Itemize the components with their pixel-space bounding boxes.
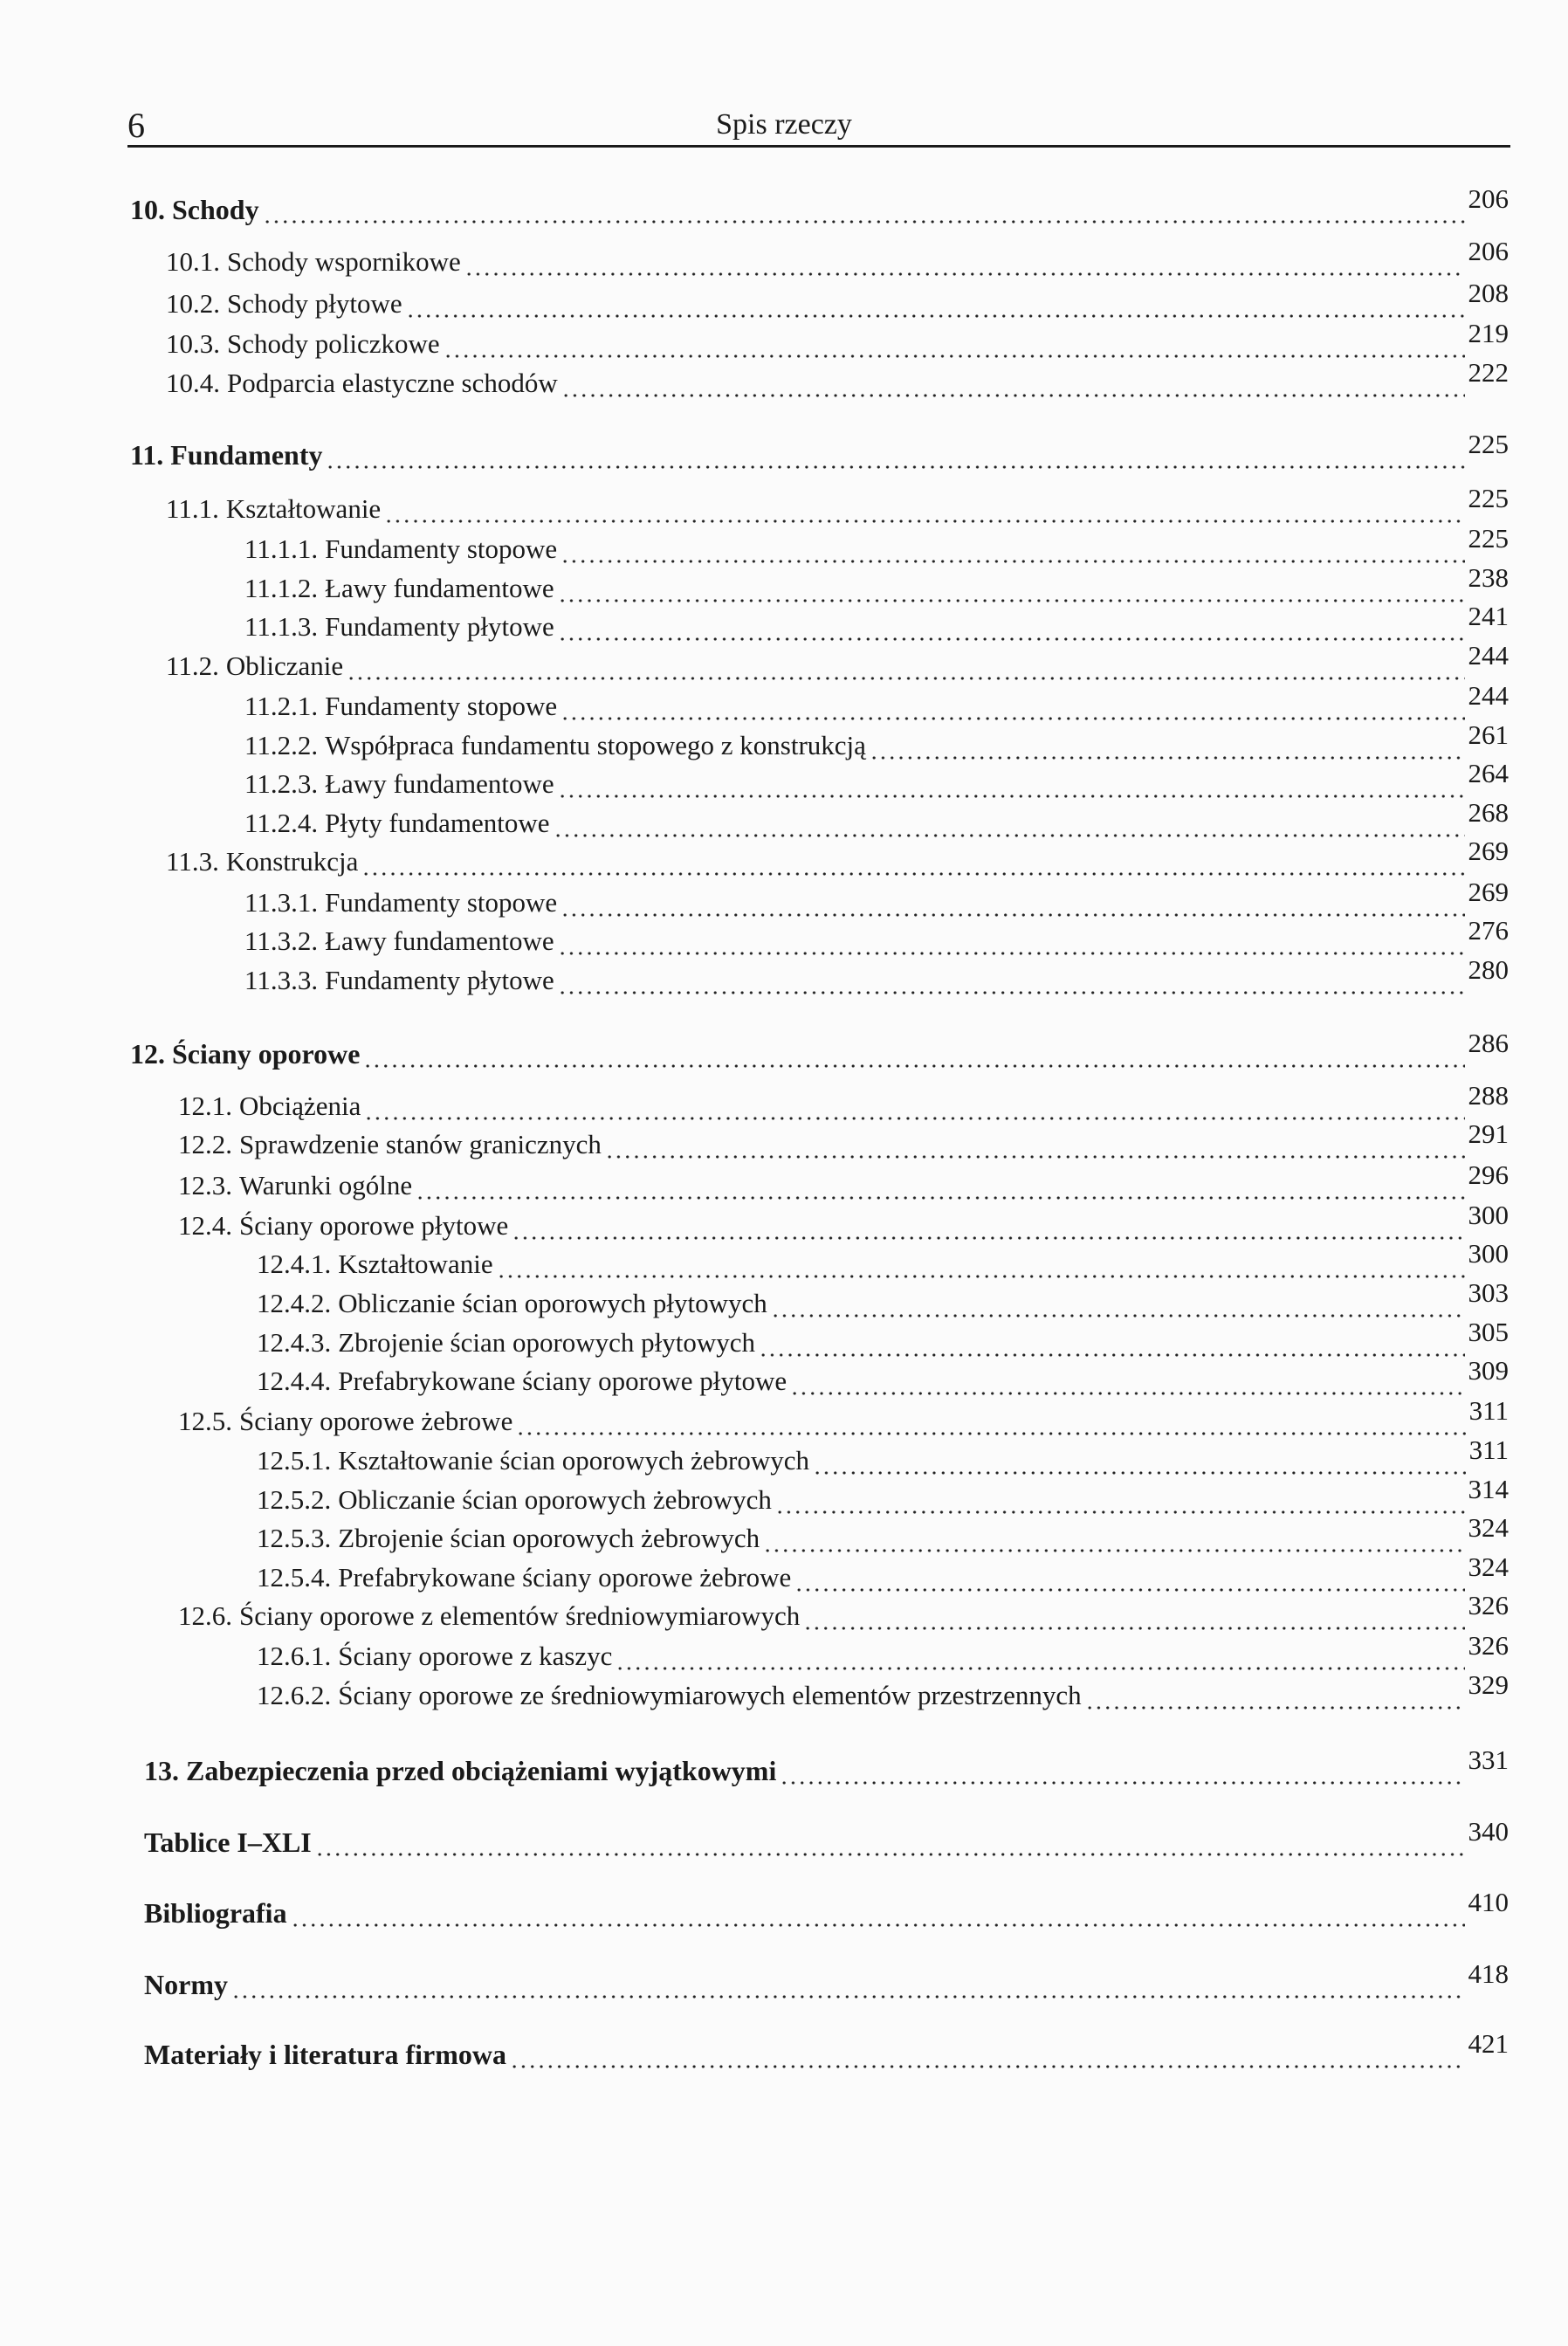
toc-entry-number: 12.4. bbox=[178, 1210, 232, 1241]
toc-entry-title: Ściany oporowe bbox=[172, 1038, 361, 1070]
dot-leader bbox=[775, 1489, 1465, 1516]
toc-entry-title: Zabezpieczenia przed obciążeniami wyjątkowymi bbox=[186, 1755, 777, 1786]
toc-entry bbox=[144, 1744, 1509, 1786]
toc-entry-number: 11.1.2. bbox=[244, 573, 319, 603]
dot-leader bbox=[561, 373, 1465, 399]
toc-entry-number: 11.3.3. bbox=[244, 965, 319, 995]
dot-leader bbox=[364, 1096, 1464, 1122]
toc-entry-number: 12.6. bbox=[178, 1600, 232, 1631]
toc-entry bbox=[257, 1317, 1509, 1359]
toc-entry-number: 12.4.3. bbox=[257, 1327, 332, 1358]
toc-entry-number: 11.2.3. bbox=[244, 768, 319, 799]
toc-entry bbox=[178, 1118, 1509, 1160]
toc-entry-title: Kształtowanie bbox=[225, 493, 382, 524]
toc-entry-page: 261 bbox=[1468, 719, 1509, 750]
toc-entry bbox=[257, 1630, 1509, 1672]
toc-entry-number: 11.1. bbox=[166, 493, 219, 524]
toc-entry-page: 326 bbox=[1468, 1630, 1509, 1661]
toc-entry-title: Obciążenia bbox=[239, 1090, 361, 1121]
toc-entry-number: 12.5.4. bbox=[257, 1562, 332, 1593]
toc-entry-page: 238 bbox=[1468, 562, 1509, 593]
toc-entry-page: 296 bbox=[1468, 1159, 1509, 1190]
toc-entry-title: Ławy fundamentowe bbox=[325, 768, 554, 799]
dot-leader bbox=[616, 1646, 1464, 1672]
toc-entry-number: 11.2.4. bbox=[244, 808, 319, 838]
toc-entry-page: 206 bbox=[1468, 183, 1509, 214]
toc-entry-page: 300 bbox=[1468, 1238, 1509, 1269]
dot-leader bbox=[384, 499, 1464, 525]
dot-leader bbox=[406, 293, 1465, 320]
toc-entry bbox=[166, 278, 1509, 320]
toc-entry-number: 11.2.2. bbox=[244, 730, 319, 760]
toc-entry-number: 12.6.2. bbox=[257, 1680, 332, 1710]
toc-entry-page: 241 bbox=[1468, 601, 1509, 631]
dot-leader bbox=[560, 696, 1464, 722]
toc-entry-number: 12.4.1. bbox=[257, 1249, 332, 1279]
toc-entry bbox=[178, 1590, 1509, 1632]
toc-entry bbox=[244, 523, 1509, 565]
toc-entry bbox=[130, 183, 1509, 225]
toc-entry-title: Schody bbox=[172, 194, 259, 225]
toc-entry-number: 12.5.3. bbox=[257, 1523, 332, 1553]
dot-leader bbox=[554, 813, 1465, 839]
toc-entry bbox=[257, 1512, 1509, 1554]
toc-entry-number: 11.3.1. bbox=[244, 887, 319, 918]
toc-entry bbox=[166, 640, 1509, 682]
toc-entry bbox=[166, 236, 1509, 278]
toc-entry-page: 269 bbox=[1468, 877, 1509, 907]
toc-entry-page: 324 bbox=[1468, 1551, 1509, 1582]
toc-entry bbox=[178, 1200, 1509, 1242]
toc-entry bbox=[130, 429, 1509, 471]
toc-entry-title: Ściany oporowe płytowe bbox=[239, 1210, 509, 1241]
dot-leader bbox=[231, 1974, 1465, 2000]
toc-entry-title: Fundamenty płytowe bbox=[325, 611, 554, 642]
toc-entry bbox=[244, 680, 1509, 722]
toc-entry-title: Fundamenty stopowe bbox=[325, 887, 558, 918]
toc-entry-number: 10. bbox=[130, 194, 165, 225]
toc-entry-page: 329 bbox=[1468, 1669, 1509, 1700]
toc-entry-number: 11.2.1. bbox=[244, 691, 319, 721]
dot-leader bbox=[771, 1293, 1465, 1319]
toc-entry bbox=[257, 1277, 1509, 1319]
toc-entry-title: Kształtowanie bbox=[338, 1249, 493, 1279]
header-rule bbox=[127, 145, 1510, 148]
toc-entry bbox=[166, 836, 1509, 877]
dot-leader bbox=[759, 1332, 1464, 1359]
toc-entry bbox=[244, 758, 1509, 800]
toc-entry bbox=[244, 797, 1509, 839]
toc-entry-number: 13. bbox=[144, 1755, 179, 1786]
dot-leader bbox=[870, 735, 1465, 761]
toc-entry-page: 268 bbox=[1468, 797, 1509, 828]
toc-entry-page: 206 bbox=[1468, 236, 1509, 266]
toc-entry bbox=[144, 1816, 1509, 1858]
toc-entry-number: 11.1.3. bbox=[244, 611, 319, 642]
toc-entry-title: Schody płytowe bbox=[227, 288, 402, 319]
toc-entry-title: Ściany oporowe z elementów średniowymiarowych bbox=[239, 1600, 801, 1631]
dot-leader bbox=[794, 1567, 1464, 1593]
toc-entry-title: Schody policzkowe bbox=[227, 328, 440, 359]
dot-leader bbox=[560, 892, 1464, 918]
dot-leader bbox=[347, 656, 1464, 682]
toc-entry-number: 12.4.2. bbox=[257, 1288, 332, 1318]
toc-entry-page: 222 bbox=[1468, 357, 1509, 388]
toc-entry-number: 11.3. bbox=[166, 846, 219, 877]
toc-entry-page: 410 bbox=[1468, 1887, 1509, 1917]
dot-leader bbox=[813, 1450, 1466, 1476]
toc-entry bbox=[257, 1238, 1509, 1280]
dot-leader bbox=[512, 1215, 1464, 1242]
toc-entry-page: 303 bbox=[1468, 1277, 1509, 1308]
page-number: 6 bbox=[127, 106, 145, 145]
toc-entry-title: Fundamenty bbox=[170, 439, 323, 471]
toc-entry-title: Konstrukcja bbox=[225, 846, 359, 877]
dot-leader bbox=[605, 1134, 1465, 1160]
toc-entry-page: 340 bbox=[1468, 1816, 1509, 1847]
toc-entry bbox=[178, 1159, 1509, 1201]
dot-leader bbox=[558, 931, 1465, 957]
toc-entry-page: 314 bbox=[1468, 1474, 1509, 1504]
toc-entry-number: 12.5.1. bbox=[257, 1445, 332, 1476]
toc-entry-title: Schody wspornikowe bbox=[227, 246, 461, 277]
toc-entry-number: 10.1. bbox=[166, 246, 220, 277]
toc-entry bbox=[257, 1551, 1509, 1593]
dot-leader bbox=[803, 1606, 1464, 1632]
toc-entry-number: 12.4.4. bbox=[257, 1366, 332, 1396]
toc-entry bbox=[257, 1355, 1509, 1397]
toc-entry-page: 280 bbox=[1468, 954, 1509, 985]
toc-entry-page: 331 bbox=[1468, 1744, 1509, 1775]
toc-entry-title: Prefabrykowane ściany oporowe płytowe bbox=[338, 1366, 787, 1396]
toc-entry-page: 311 bbox=[1468, 1395, 1509, 1426]
toc-entry-page: 418 bbox=[1468, 1958, 1509, 1989]
toc-entry-title: Warunki ogólne bbox=[239, 1170, 413, 1201]
toc-entry-number: 12.1. bbox=[178, 1090, 232, 1121]
dot-leader bbox=[558, 970, 1465, 996]
toc-entry-title: Materiały i literatura firmowa bbox=[144, 2039, 506, 2070]
toc-entry-title: Ławy fundamentowe bbox=[325, 925, 554, 956]
dot-leader bbox=[558, 774, 1465, 800]
toc-entry-page: 324 bbox=[1468, 1512, 1509, 1543]
toc-entry-page: 305 bbox=[1468, 1317, 1509, 1347]
toc-entry bbox=[178, 1080, 1509, 1122]
toc-entry-page: 276 bbox=[1468, 915, 1509, 946]
toc-entry-number: 10.4. bbox=[166, 368, 220, 398]
toc-entry-title: Współpraca fundamentu stopowego z konstrukcją bbox=[325, 730, 866, 760]
running-title: Spis rzeczy bbox=[716, 108, 852, 141]
toc-entry-number: 12.6.1. bbox=[257, 1641, 332, 1671]
toc-entry bbox=[244, 954, 1509, 996]
toc-entry bbox=[257, 1669, 1509, 1711]
toc-entry-number: 11.2. bbox=[166, 650, 219, 681]
toc-entry-title: Ściany oporowe żebrowe bbox=[239, 1406, 513, 1436]
toc-entry-page: 291 bbox=[1468, 1118, 1509, 1149]
toc-entry-page: 300 bbox=[1468, 1200, 1509, 1230]
toc-entry bbox=[244, 877, 1509, 918]
toc-entry-title: Sprawdzenie stanów granicznych bbox=[239, 1129, 602, 1159]
toc-entry-title: Ławy fundamentowe bbox=[325, 573, 554, 603]
dot-leader bbox=[291, 1902, 1465, 1929]
dot-leader bbox=[326, 444, 1464, 471]
dot-leader bbox=[361, 851, 1464, 877]
dot-leader bbox=[763, 1528, 1464, 1554]
dot-leader bbox=[560, 539, 1464, 565]
dot-leader bbox=[444, 334, 1465, 360]
toc-entry bbox=[166, 483, 1509, 525]
toc-entry-title: Fundamenty stopowe bbox=[325, 691, 558, 721]
toc-entry-number: 10.2. bbox=[166, 288, 220, 319]
toc-entry bbox=[257, 1474, 1509, 1516]
dot-leader bbox=[263, 199, 1465, 225]
toc-entry-page: 225 bbox=[1468, 483, 1509, 513]
toc-entry-number: 12. bbox=[130, 1038, 165, 1070]
toc-entry-title: Płyty fundamentowe bbox=[325, 808, 550, 838]
toc-entry-title: Ściany oporowe z kaszyc bbox=[338, 1641, 613, 1671]
toc-entry-page: 244 bbox=[1468, 680, 1509, 711]
toc-entry-title: Prefabrykowane ściany oporowe żebrowe bbox=[338, 1562, 792, 1593]
toc-entry-page: 421 bbox=[1468, 2028, 1509, 2059]
toc-entry-page: 225 bbox=[1468, 523, 1509, 554]
toc-entry-page: 309 bbox=[1468, 1355, 1509, 1386]
toc-entry bbox=[144, 1887, 1509, 1929]
toc-entry-title: Kształtowanie ścian oporowych żebrowych bbox=[338, 1445, 809, 1476]
toc-entry-number: 12.3. bbox=[178, 1170, 232, 1201]
dot-leader bbox=[315, 1832, 1465, 1858]
dot-leader bbox=[1085, 1685, 1465, 1711]
toc-entry-title: Obliczanie ścian oporowych żebrowych bbox=[338, 1484, 772, 1515]
toc-entry-title: Obliczanie bbox=[225, 650, 344, 681]
toc-entry-number: 12.5. bbox=[178, 1406, 232, 1436]
dot-leader bbox=[416, 1175, 1464, 1201]
toc-entry-number: 12.5.2. bbox=[257, 1484, 332, 1515]
dot-leader bbox=[558, 616, 1465, 643]
toc-entry bbox=[144, 2028, 1509, 2070]
toc-entry-title: Ściany oporowe ze średniowymiarowych elementów przestrzennych bbox=[338, 1680, 1082, 1710]
dot-leader bbox=[790, 1371, 1464, 1397]
toc-entry bbox=[144, 1958, 1509, 2000]
toc-entry bbox=[244, 915, 1509, 957]
toc-entry bbox=[178, 1395, 1509, 1437]
toc-entry-title: Fundamenty płytowe bbox=[325, 965, 554, 995]
dot-leader bbox=[558, 578, 1465, 604]
toc-entry-number: 11.3.2. bbox=[244, 925, 319, 956]
toc-entry-page: 286 bbox=[1468, 1028, 1509, 1058]
dot-leader bbox=[464, 251, 1465, 278]
toc-entry-number: 12.2. bbox=[178, 1129, 232, 1159]
toc-entry bbox=[244, 719, 1509, 761]
toc-entry-page: 326 bbox=[1468, 1590, 1509, 1620]
toc-entry bbox=[244, 562, 1509, 604]
dot-leader bbox=[363, 1043, 1464, 1070]
toc-entry-title: Fundamenty stopowe bbox=[325, 533, 558, 564]
toc-entry-number: 10.3. bbox=[166, 328, 220, 359]
toc-entry-page: 225 bbox=[1468, 429, 1509, 459]
toc-entry-title: Bibliografia bbox=[144, 1897, 287, 1929]
toc-entry-page: 311 bbox=[1468, 1434, 1509, 1465]
toc-entry-page: 219 bbox=[1468, 318, 1509, 348]
toc-entry-title: Normy bbox=[144, 1969, 228, 2000]
toc-entry-number: 11. bbox=[130, 439, 164, 471]
toc-entry-title: Obliczanie ścian oporowych płytowych bbox=[338, 1288, 767, 1318]
toc-entry bbox=[244, 601, 1509, 643]
toc-entry-page: 264 bbox=[1468, 758, 1509, 788]
dot-leader bbox=[780, 1760, 1464, 1786]
dot-leader bbox=[497, 1254, 1465, 1280]
toc-entry bbox=[166, 357, 1509, 399]
toc-entry-page: 288 bbox=[1468, 1080, 1509, 1111]
toc-entry-title: Tablice I–XLI bbox=[144, 1827, 312, 1858]
toc-entry-page: 244 bbox=[1468, 640, 1509, 671]
toc-entry-title: Podparcia elastyczne schodów bbox=[227, 368, 558, 398]
toc-entry-number: 11.1.1. bbox=[244, 533, 319, 564]
toc-entry bbox=[166, 318, 1509, 360]
toc-entry bbox=[130, 1028, 1509, 1070]
dot-leader bbox=[510, 2044, 1465, 2070]
toc-entry-page: 208 bbox=[1468, 278, 1509, 308]
toc-entry-page: 269 bbox=[1468, 836, 1509, 866]
toc-entry bbox=[257, 1434, 1509, 1476]
toc-entry-title: Zbrojenie ścian oporowych płytowych bbox=[338, 1327, 756, 1358]
toc-entry-title: Zbrojenie ścian oporowych żebrowych bbox=[338, 1523, 760, 1553]
dot-leader bbox=[516, 1411, 1465, 1437]
